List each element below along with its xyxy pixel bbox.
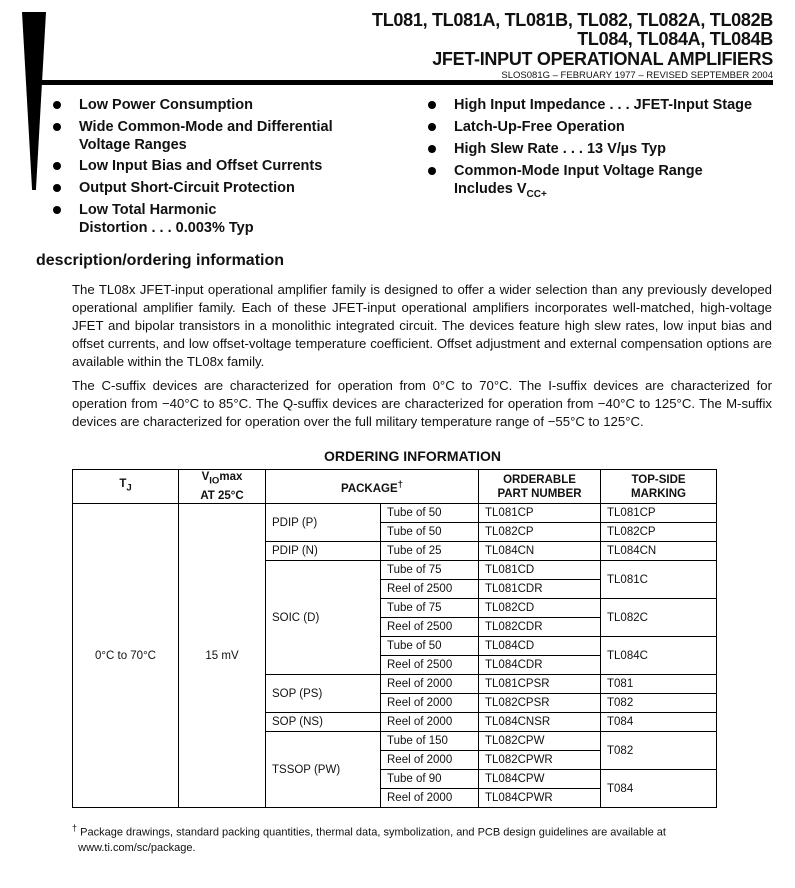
pack-cell: Reel of 2500	[381, 656, 479, 675]
pack-cell: Tube of 75	[381, 599, 479, 618]
mark-cell: T081	[601, 675, 717, 694]
package-cell: PDIP (N)	[266, 542, 381, 561]
description-paragraph: The TL08x JFET-input operational amplifier family is designed to offer a wider selection than any previously developed operational amplifier family. Each of these JFET-input operational amplifiers incorporates well-matched, high-voltage JFET and bipolar transistors in a monolithic integrated circuit. The devices feature high slew rates, low input bias and offset currents, and low offset-voltage temperature coefficient. Offset adjustment and external compensation options are available within the TL08x family.	[72, 282, 772, 369]
package-cell: PDIP (P)	[266, 504, 381, 542]
pack-cell: Reel of 2000	[381, 694, 479, 713]
mark-cell: T082	[601, 732, 717, 770]
document-id: SLOS081G – FEBRUARY 1977 – REVISED SEPTEMBER 2004	[501, 70, 773, 81]
title-line-2: TL084, TL084A, TL084B	[577, 29, 773, 49]
mark-cell: TL081CP	[601, 504, 717, 523]
tj-cell: 0°C to 70°C	[73, 504, 179, 808]
feature-item: Latch-Up-Free Operation	[454, 119, 625, 135]
side-bar-decoration	[22, 12, 46, 190]
feature-text: Voltage Ranges	[79, 137, 187, 153]
pack-cell: Reel of 2000	[381, 789, 479, 808]
pack-cell: Reel of 2000	[381, 675, 479, 694]
feature-text: Includes V	[454, 181, 527, 197]
part-cell: TL081CD	[479, 561, 601, 580]
part-cell: TL081CP	[479, 504, 601, 523]
pack-cell: Tube of 75	[381, 561, 479, 580]
feature-text: Wide Common-Mode and Differential	[79, 119, 333, 135]
pack-cell: Reel of 2500	[381, 580, 479, 599]
feature-text: Low Total Harmonic	[79, 202, 217, 218]
package-cell: SOP (PS)	[266, 675, 381, 713]
header-package: PACKAGE†	[266, 470, 479, 504]
package-cell: TSSOP (PW)	[266, 732, 381, 808]
header-part-number: ORDERABLE PART NUMBER	[479, 470, 601, 504]
mark-cell: TL082C	[601, 599, 717, 637]
package-link[interactable]: www.ti.com/sc/package.	[78, 841, 196, 854]
pack-cell: Reel of 2000	[381, 751, 479, 770]
part-cell: TL082CPW	[479, 732, 601, 751]
mark-cell: TL081C	[601, 561, 717, 599]
part-cell: TL084CD	[479, 637, 601, 656]
part-cell: TL082CD	[479, 599, 601, 618]
pack-cell: Tube of 50	[381, 504, 479, 523]
table-row	[73, 504, 717, 523]
header-tj: $T_J$	[73, 470, 179, 504]
feature-item: High Slew Rate . . . 13 V/µs Typ	[454, 141, 666, 157]
mark-cell: T084	[601, 713, 717, 732]
mark-cell: TL082CP	[601, 523, 717, 542]
mark-cell: TL084C	[601, 637, 717, 675]
part-cell: TL084CPW	[479, 770, 601, 789]
footnote-dagger: †	[72, 823, 78, 833]
mark-cell: T082	[601, 694, 717, 713]
title-line-3: JFET-INPUT OPERATIONAL AMPLIFIERS	[432, 49, 773, 69]
feature-text: Common-Mode Input Voltage Range	[454, 163, 703, 179]
section-title: description/ordering information	[36, 252, 285, 269]
part-cell: TL084CPWR	[479, 789, 601, 808]
feature-item: Low Input Bias and Offset Currents	[79, 158, 323, 174]
part-cell: TL082CP	[479, 523, 601, 542]
header-vio: $V_{IO}\max$ AT 25°C	[179, 470, 266, 504]
feature-item: Low Power Consumption	[79, 97, 253, 113]
pack-cell: Tube of 50	[381, 637, 479, 656]
header-marking: TOP-SIDE MARKING	[601, 470, 717, 504]
package-cell: SOP (NS)	[266, 713, 381, 732]
part-cell: TL084CDR	[479, 656, 601, 675]
pack-cell: Reel of 2500	[381, 618, 479, 637]
title-line-1: TL081, TL081A, TL081B, TL082, TL082A, TL082B	[372, 10, 773, 30]
vio-cell: 15 mV	[179, 504, 266, 808]
footnote-text: Package drawings, standard packing quantities, thermal data, symbolization, and PCB design guidelines are available at	[77, 826, 666, 839]
part-cell: TL084CNSR	[479, 713, 601, 732]
mark-cell: TL084CN	[601, 542, 717, 561]
table-footnote	[72, 821, 732, 856]
pack-cell: Reel of 2000	[381, 713, 479, 732]
package-cell: SOIC (D)	[266, 561, 381, 675]
mark-cell: T084	[601, 770, 717, 808]
pack-cell: Tube of 25	[381, 542, 479, 561]
part-cell: TL082CPSR	[479, 694, 601, 713]
part-cell: TL084CN	[479, 542, 601, 561]
pack-cell: Tube of 50	[381, 523, 479, 542]
table-title: ORDERING INFORMATION	[323, 448, 502, 464]
feature-subscript: CC+	[526, 188, 547, 200]
pack-cell: Tube of 90	[381, 770, 479, 789]
feature-text: Distortion . . . 0.003% Typ	[79, 220, 254, 236]
part-cell: TL082CPWR	[479, 751, 601, 770]
feature-item	[454, 162, 703, 204]
part-cell: TL082CDR	[479, 618, 601, 637]
pack-cell: Tube of 150	[381, 732, 479, 751]
feature-item: High Input Impedance . . . JFET-Input Stage	[454, 97, 753, 113]
feature-item	[79, 118, 333, 154]
temperature-paragraph: The C-suffix devices are characterized for operation from 0°C to 70°C. The I-suffix devices are characterized for operation from −40°C to 85°C. The Q-suffix devices are characterized for operation from −40°C to 125°C. The M-suffix devices are characterized for operation over the full military temperature range of −55°C to 125°C.	[72, 378, 772, 429]
table-header-row	[73, 470, 717, 504]
part-cell: TL081CPSR	[479, 675, 601, 694]
feature-item: Output Short-Circuit Protection	[79, 180, 295, 196]
ordering-table	[72, 469, 717, 808]
feature-item	[79, 201, 254, 237]
part-cell: TL081CDR	[479, 580, 601, 599]
